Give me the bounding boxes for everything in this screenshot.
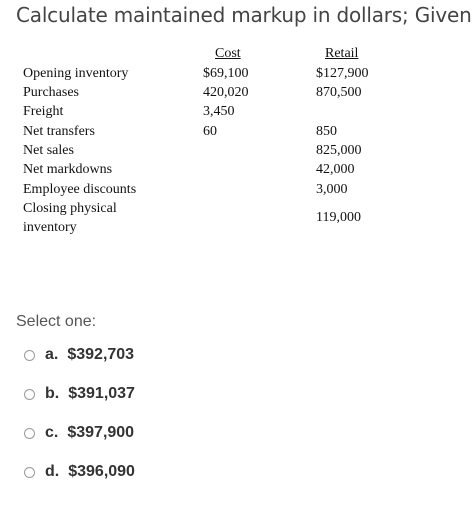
option-letter: d. — [45, 463, 60, 480]
option-text: $391,037 — [68, 385, 135, 402]
option-letter: c. — [45, 424, 59, 441]
row-retail: $127,900 — [316, 66, 369, 81]
option-text: $396,090 — [68, 463, 135, 480]
answer-option-a[interactable] — [24, 345, 134, 365]
header-retail: Retail — [325, 46, 359, 61]
row-label: Freight — [23, 104, 64, 119]
row-label: Net markdowns — [23, 162, 113, 177]
radio-button[interactable] — [24, 350, 35, 361]
row-cost: 420,020 — [203, 85, 249, 100]
row-label: Employee discounts — [23, 182, 137, 197]
radio-button[interactable] — [24, 389, 35, 400]
question-title: Calculate maintained markup in dollars; Given — [16, 3, 472, 27]
radio-button[interactable] — [24, 467, 35, 478]
option-text: $392,703 — [67, 346, 135, 363]
select-one-prompt: Select one: — [16, 313, 97, 330]
row-label-continued: inventory — [23, 220, 77, 235]
row-retail: 42,000 — [316, 162, 355, 177]
row-label: Net transfers — [23, 124, 95, 139]
row-retail: 825,000 — [316, 143, 362, 158]
row-retail: 3,000 — [316, 182, 348, 197]
row-cost: 3,450 — [203, 104, 235, 119]
option-text: $397,900 — [67, 424, 135, 441]
header-cost: Cost — [215, 46, 241, 61]
row-retail: 870,500 — [316, 85, 362, 100]
answer-option-b[interactable] — [24, 384, 135, 404]
row-cost: $69,100 — [203, 66, 249, 81]
row-label: Closing physical — [23, 201, 117, 216]
row-retail: 119,000 — [316, 210, 361, 225]
row-label: Opening inventory — [23, 66, 129, 81]
option-letter: b. — [45, 385, 60, 402]
row-label: Purchases — [23, 85, 79, 100]
answer-option-c[interactable] — [24, 423, 134, 443]
radio-button[interactable] — [24, 428, 35, 439]
option-letter: a. — [45, 346, 59, 363]
answer-option-d[interactable] — [24, 462, 135, 482]
row-label: Net sales — [23, 143, 74, 158]
row-cost: 60 — [203, 124, 217, 139]
row-retail: 850 — [316, 124, 337, 139]
